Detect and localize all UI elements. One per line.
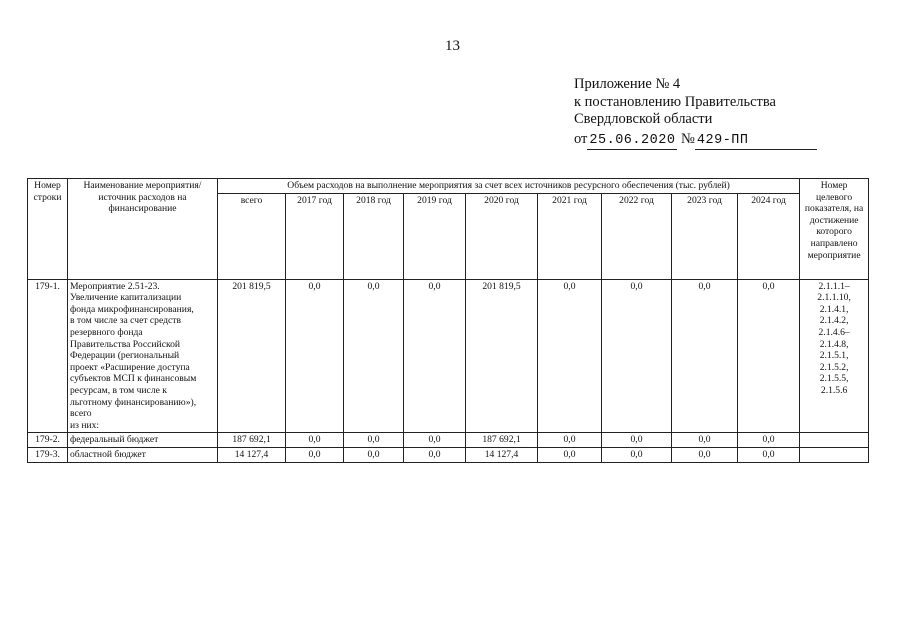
target-line: 2.1.4.2, — [819, 315, 849, 327]
header-year: 2020 год — [466, 193, 538, 279]
page-number: 13 — [445, 38, 460, 54]
expenses-table — [27, 178, 869, 463]
target-line: 2.1.1.10, — [817, 292, 851, 304]
header-row-number: Номер строки — [28, 179, 68, 280]
year-value-cell: 201 819,5 — [466, 279, 538, 433]
target-line: 2.1.4.8, — [819, 338, 849, 350]
table-row — [28, 279, 869, 433]
appendix-date-line — [574, 131, 817, 151]
year-value-cell: 0,0 — [344, 447, 404, 462]
year-value-cell: 0,0 — [538, 433, 602, 448]
table-row — [28, 447, 869, 462]
target-cell — [800, 279, 869, 433]
year-value-cell: 0,0 — [344, 433, 404, 448]
appendix-decree-line: к постановлению Правительства — [574, 93, 776, 110]
target-line: 2.1.4.1, — [819, 303, 849, 315]
header-year: 2024 год — [738, 193, 800, 279]
row-number-cell: 179-2. — [28, 433, 68, 448]
header-row-top — [28, 179, 869, 194]
year-value-cell: 0,0 — [286, 279, 344, 433]
year-value-cell: 187 692,1 — [466, 433, 538, 448]
year-value-cell: 0,0 — [404, 433, 466, 448]
row-name-line: резервного фонда — [70, 326, 143, 338]
decree-date: 25.06.2020 — [587, 132, 677, 151]
year-value-cell: 14 127,4 — [466, 447, 538, 462]
row-name-cell: федеральный бюджет — [68, 433, 218, 448]
appendix-region-line: Свердловской области — [574, 111, 713, 127]
header-year: 2019 год — [404, 193, 466, 279]
header-year: 2022 год — [602, 193, 672, 279]
year-value-cell: 0,0 — [672, 433, 738, 448]
header-name: Наименование мероприятия/источник расходов на финансирование — [68, 179, 218, 280]
header-target: Номер целевого показателя, на достижение которого направлено мероприятие — [800, 179, 869, 280]
header-year: 2018 год — [344, 193, 404, 279]
row-name-line: Увеличение капитализации — [70, 292, 182, 304]
year-value-cell: 0,0 — [404, 279, 466, 433]
row-name-line: из них: — [70, 419, 100, 431]
year-value-cell: 0,0 — [672, 447, 738, 462]
row-name-line: субъектов МСП к финансовым — [70, 373, 197, 385]
target-line: 2.1.5.1, — [819, 350, 849, 362]
row-name-line: в том числе за счет средств — [70, 315, 181, 327]
date-prefix: от — [574, 130, 588, 147]
appendix-block — [574, 76, 817, 150]
header-year: 2023 год — [672, 193, 738, 279]
year-value-cell: 0,0 — [286, 433, 344, 448]
year-value-cell: 0,0 — [738, 433, 800, 448]
year-value-cell: 0,0 — [738, 279, 800, 433]
target-line: 2.1.5.6 — [820, 384, 848, 396]
year-value-cell: 0,0 — [602, 279, 672, 433]
row-name-line: Правительства Российской — [70, 338, 181, 350]
year-value-cell: 0,0 — [538, 279, 602, 433]
row-name-line: фонда микрофинансирования, — [70, 303, 194, 315]
target-cell — [800, 433, 869, 448]
row-name-cell — [68, 279, 218, 433]
target-line: 2.1.1.1– — [818, 280, 850, 292]
year-value-cell: 0,0 — [602, 433, 672, 448]
target-line: 2.1.4.6– — [818, 326, 850, 338]
year-value-cell: 0,0 — [286, 447, 344, 462]
row-name-cell: областной бюджет — [68, 447, 218, 462]
year-value-cell: 0,0 — [404, 447, 466, 462]
total-cell: 201 819,5 — [218, 279, 286, 433]
row-number-cell: 179-3. — [28, 447, 68, 462]
row-name-line: проект «Расширение доступа — [70, 361, 190, 373]
target-line: 2.1.5.5, — [819, 373, 849, 385]
decree-number: 429-ПП — [695, 132, 817, 151]
row-number-cell: 179-1. — [28, 279, 68, 433]
year-value-cell: 0,0 — [602, 447, 672, 462]
total-cell: 187 692,1 — [218, 433, 286, 448]
table-row — [28, 433, 869, 448]
target-cell — [800, 447, 869, 462]
total-cell: 14 127,4 — [218, 447, 286, 462]
row-name-line: ресурсам, в том числе к — [70, 384, 167, 396]
year-value-cell: 0,0 — [672, 279, 738, 433]
row-name-line: Мероприятие 2.51-23. — [70, 280, 160, 292]
row-name-line: всего — [70, 408, 92, 420]
header-total: всего — [218, 193, 286, 279]
year-value-cell: 0,0 — [344, 279, 404, 433]
appendix-title: Приложение № 4 — [574, 76, 681, 92]
row-name-line: Федерации (региональный — [70, 350, 180, 362]
target-line: 2.1.5.2, — [819, 361, 849, 373]
year-value-cell: 0,0 — [538, 447, 602, 462]
number-prefix: № — [681, 130, 695, 147]
year-value-cell: 0,0 — [738, 447, 800, 462]
row-name-line: льготному финансированию»), — [70, 396, 197, 408]
header-year: 2017 год — [286, 193, 344, 279]
header-year: 2021 год — [538, 193, 602, 279]
header-volume: Объем расходов на выполнение мероприятия за счет всех источников ресурсного обеспечения (тыс. рублей) — [218, 179, 800, 194]
